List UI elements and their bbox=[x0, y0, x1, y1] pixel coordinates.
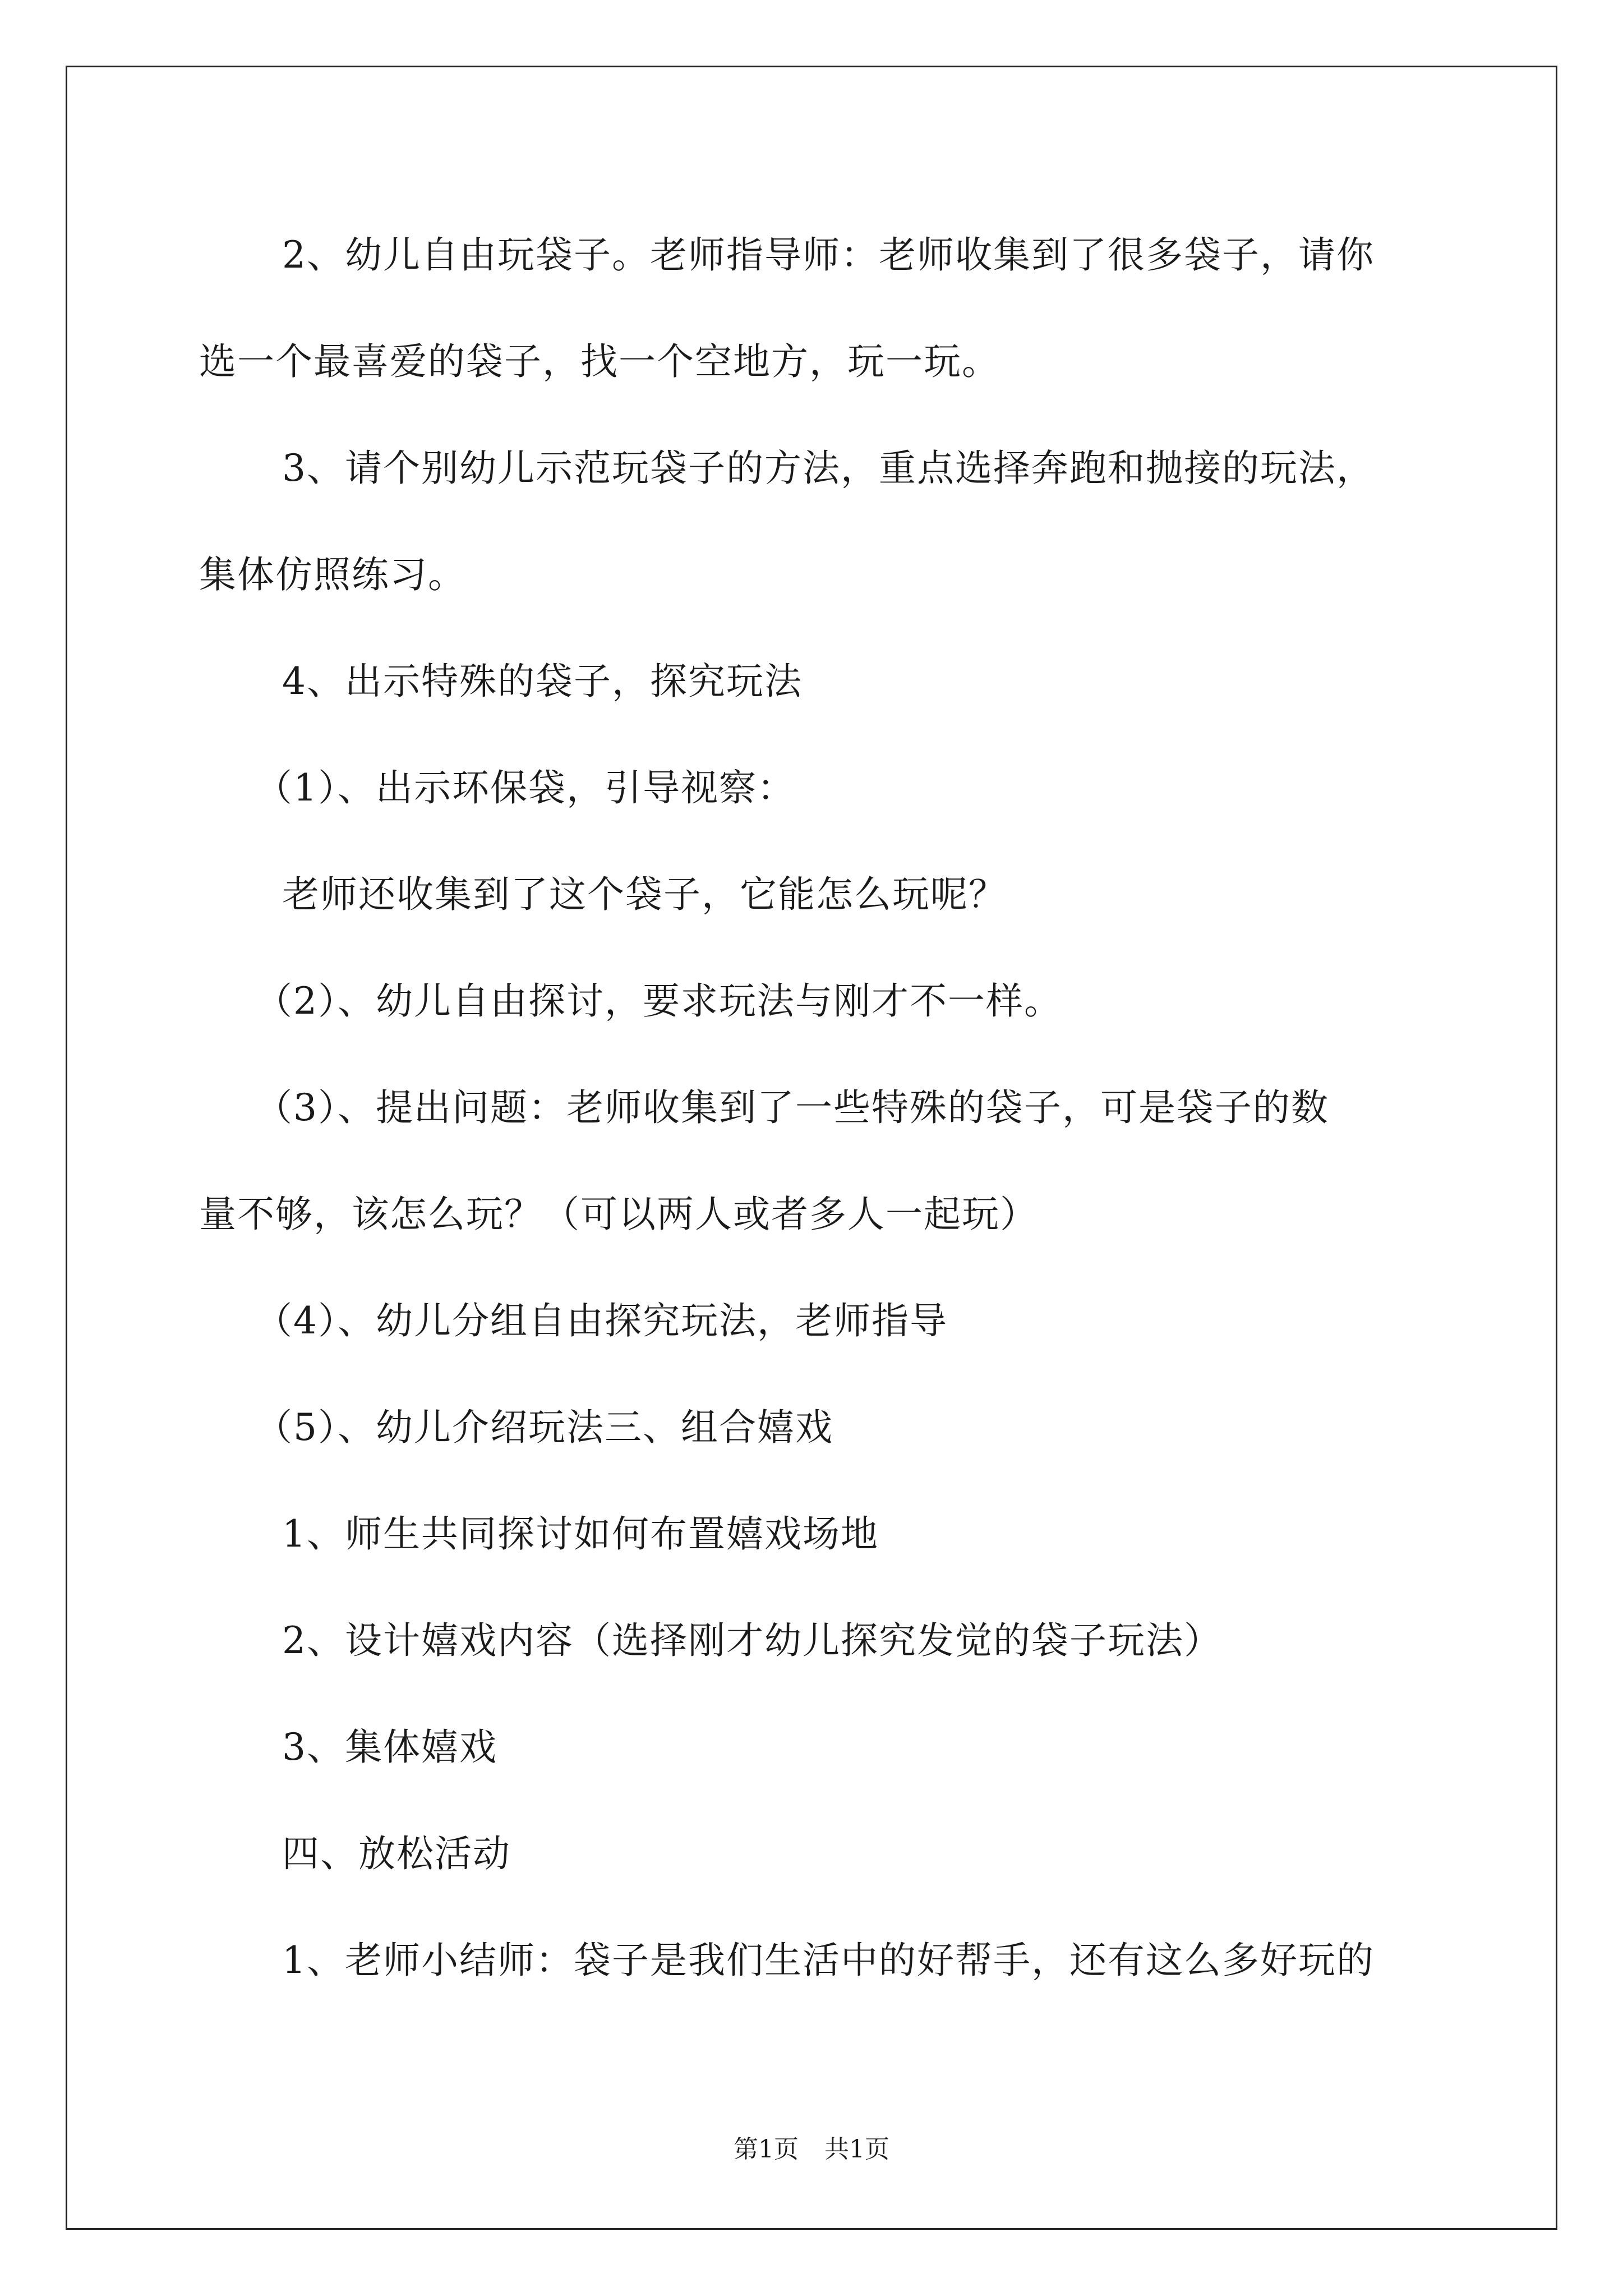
document-body bbox=[199, 202, 1489, 2014]
paragraph: （3）、提出问题：老师收集到了一些特殊的袋子，可是袋子的数 bbox=[255, 1086, 1329, 1129]
paragraph: 2、设计嬉戏内容（选择刚才幼儿探究发觉的袋子玩法） bbox=[282, 1619, 1222, 1662]
paragraph: （5）、幼儿介绍玩法三、组合嬉戏 bbox=[255, 1406, 833, 1449]
paragraph: 1、老师小结师：袋子是我们生活中的好帮手，还有这么多好玩的 bbox=[282, 1939, 1375, 1982]
paragraph: 3、请个别幼儿示范玩袋子的方法，重点选择奔跑和抛接的玩法， bbox=[282, 447, 1375, 490]
paragraph: 集体仿照练习。 bbox=[199, 553, 466, 596]
paragraph: 老师还收集到了这个袋子，它能怎么玩呢？ bbox=[282, 873, 1007, 916]
page-footer bbox=[0, 2129, 1623, 2165]
paragraph: 量不够，该怎么玩？（可以两人或者多人一起玩） bbox=[199, 1193, 1038, 1236]
page-number-current: 第1页 bbox=[734, 2135, 799, 2164]
paragraph: （4）、幼儿分组自由探究玩法，老师指导 bbox=[255, 1299, 948, 1342]
paragraph: 四、放松活动 bbox=[282, 1832, 511, 1875]
paragraph: 4、出示特殊的袋子，探究玩法 bbox=[282, 660, 803, 703]
page-number-total: 共1页 bbox=[824, 2135, 889, 2164]
paragraph: 1、师生共同探讨如何布置嬉戏场地 bbox=[282, 1512, 879, 1556]
paragraph: 选一个最喜爱的袋子，找一个空地方，玩一玩。 bbox=[199, 340, 1000, 383]
paragraph: 3、集体嬉戏 bbox=[282, 1726, 497, 1769]
paragraph: （1）、出示环保袋，引导视察： bbox=[255, 766, 795, 809]
paragraph: 2、幼儿自由玩袋子。老师指导师：老师收集到了很多袋子，请你 bbox=[282, 233, 1375, 277]
paragraph: （2）、幼儿自由探讨，要求玩法与刚才不一样。 bbox=[255, 979, 1062, 1023]
